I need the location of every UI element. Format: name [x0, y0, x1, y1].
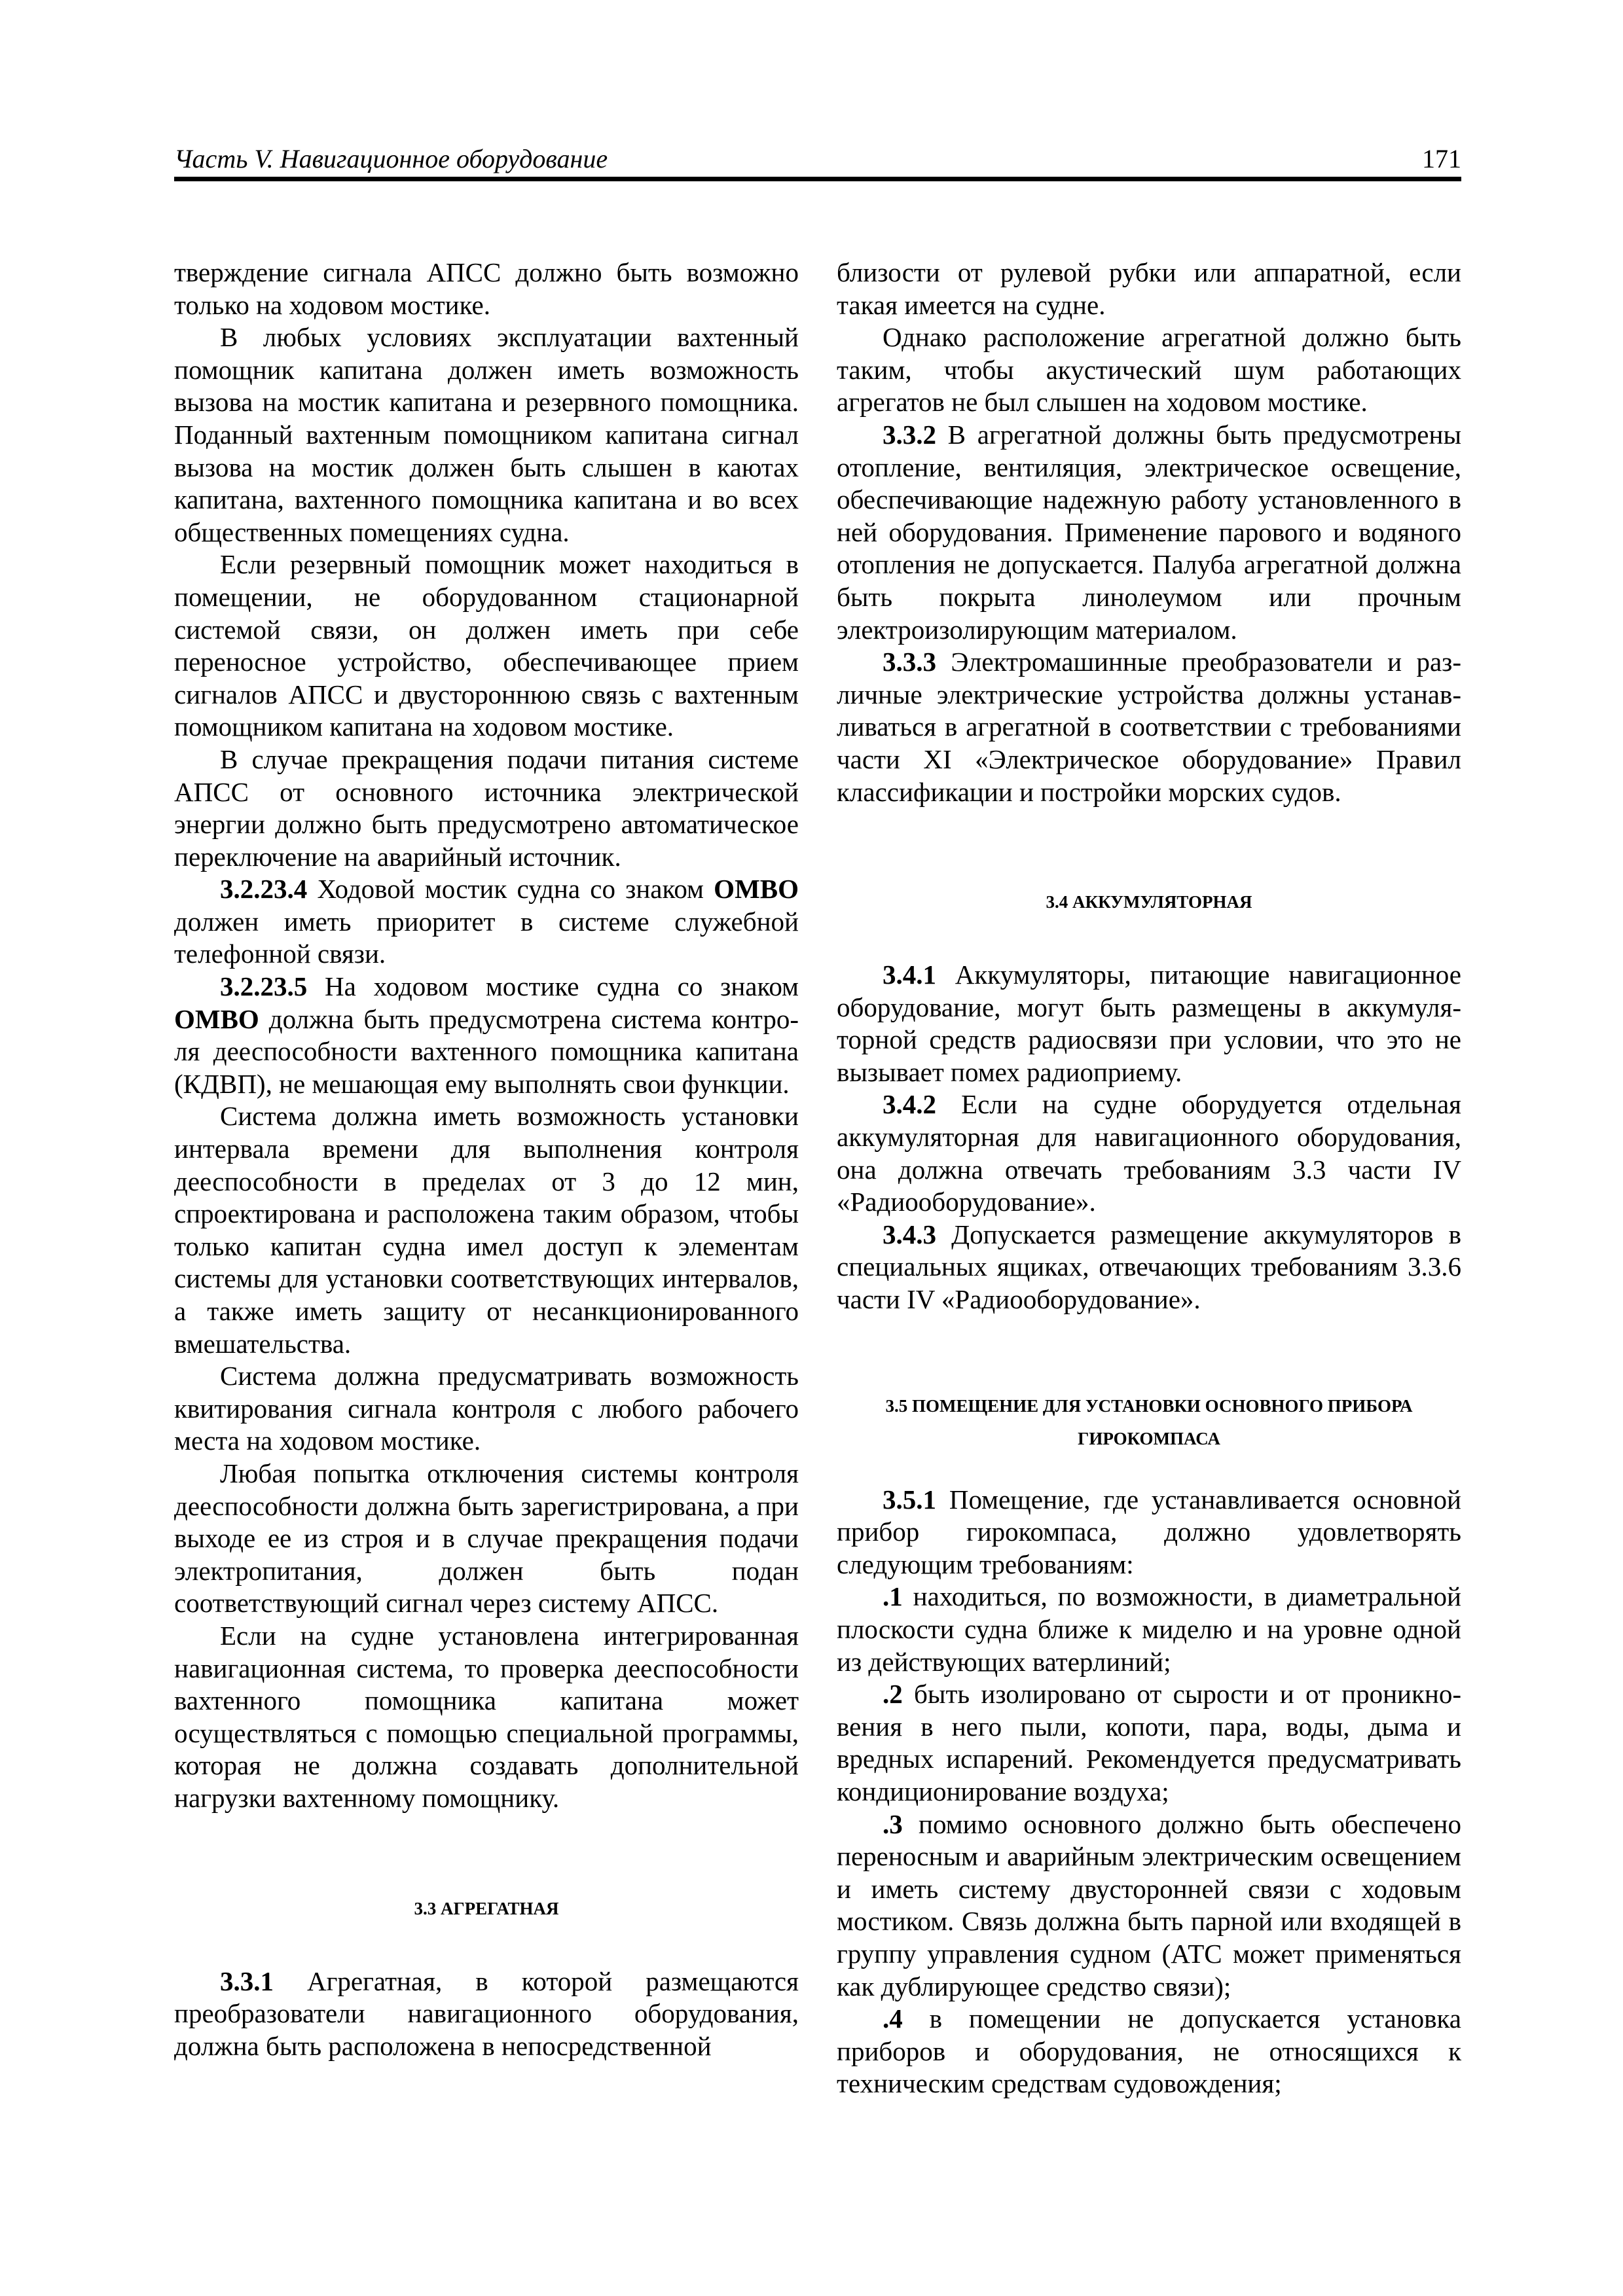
- text: В любых условиях эксплуатации вахтенный помощник капитана должен иметь возможность вызова на мостик капитана и резервного помощника. Поданный вахтенным помощником капитана сигнал вызова на мостик должен быть слышен в каютах капитана, вахтенного помощника капитана и во всех общественных помещениях судна.: [174, 322, 799, 547]
- paragraph: [837, 1088, 1461, 1218]
- paragraph: [837, 321, 1461, 419]
- text: тверждение сигнала АПСС должно быть возможно только на ходовом мостике.: [174, 257, 799, 320]
- text: Допускается размещение аккумуляторов в специальных ящиках, отвечающих требованиям 3.3.6 части IV «Радиооборудование».: [837, 1219, 1461, 1315]
- text: Электромашинные преобразователи и различные электрические устройства должны устанавливаться в агрегатной в соответствии с требованиями части XI «Электрическое оборудование» Правил классификации и постройки морских судов.: [837, 647, 1461, 807]
- text: Система должна иметь возможность установки интервала времени для выполнения контроля дееспособности в пределах от 3 до 12 мин, спроектирована и расположена таким образом, чтобы только капитан судна имел доступ к элементам системы для установки соответствующих интервалов, а также иметь защиту от несанкционированного вмешательства.: [174, 1101, 799, 1359]
- bold-text: 3.4.2: [883, 1089, 936, 1120]
- paragraph: [837, 2003, 1461, 2100]
- running-header-title: Часть V. Навигационное оборудование: [174, 144, 608, 173]
- text: Аккумуляторы, питающие навигационное оборудование, могут быть размещены в аккумуляторной средств радиосвязи при условии, что это не вызывает помех радиоприему.: [837, 960, 1461, 1087]
- text: помимо основного должно быть обеспечено переносным и аварийным электрическим освещением и иметь систему двусторонней связи с ходовым мостиком. Связь должна быть парной или входящей в группу управления судном (АТС может применяться как дублирующее средство связи);: [837, 1808, 1461, 2001]
- paragraph: [174, 1360, 799, 1458]
- paragraph: [837, 646, 1461, 808]
- text: быть изолировано от сырости и от проникновения в него пыли, копоти, пара, воды, дыма и вредных испарений. Рекомендуется предусматривать кондиционирование воздуха;: [837, 1679, 1461, 1806]
- text: Ходовой мостик судна со знаком: [307, 874, 714, 905]
- text: находиться, по возможности, в диаметральной плоскости судна ближе к миделю и на уровне одной из действующих ватерлиний;: [837, 1581, 1461, 1677]
- paragraph: [174, 873, 799, 971]
- paragraph: [174, 548, 799, 744]
- paragraph: [837, 419, 1461, 646]
- page-number: 171: [1422, 144, 1461, 173]
- text: Если резервный помощник может находиться в помещении, не оборудованном стационарной системой связи, он должен иметь при себе переносное устройство, обеспечивающее прием сигналов АПСС и двустороннюю связь с вахтенным помощником капитана на ходовом мостике.: [174, 549, 799, 742]
- paragraph: [837, 1219, 1461, 1316]
- paragraph: [174, 744, 799, 873]
- section-heading: [837, 886, 1461, 918]
- text: Если на судне установлена интегрированная навигационная система, то проверка дееспособности вахтенного помощника капитана может осуществляться с помощью специальной программы, которая не должна создавать дополнительной нагрузки вахтенному помощнику.: [174, 1620, 799, 1813]
- text: должен иметь приоритет в системе служебной телефонной связи.: [174, 906, 799, 969]
- text: На ходовом мостике судна со знаком: [307, 971, 799, 1002]
- bold-text: .3: [883, 1808, 903, 1839]
- header-rule: [174, 177, 1461, 181]
- paragraph: [174, 1100, 799, 1360]
- paragraph: [837, 959, 1461, 1088]
- text: 3.5 ПОМЕЩЕНИЕ ДЛЯ УСТАНОВКИ ОСНОВНОГО ПРИБОРА ГИРОКОМПАСА: [885, 1395, 1413, 1448]
- bold-text: ОМВО: [174, 1003, 259, 1034]
- bold-text: 3.5.1: [883, 1484, 936, 1515]
- text: Помещение, где устанавливается основной прибор гирокомпаса, должно удовлетворять следующим требованиям:: [837, 1484, 1461, 1579]
- text: в помещении не допускается установка приборов и оборудования, не относящихся к техническим средствам судовождения;: [837, 2003, 1461, 2099]
- section-heading: [174, 1892, 799, 1925]
- paragraph: [837, 1484, 1461, 1581]
- text: 3.3 АГРЕГАТНАЯ: [414, 1898, 559, 1918]
- bold-text: .2: [883, 1679, 903, 1710]
- bold-text: 3.3.1: [220, 1965, 274, 1996]
- text: В случае прекращения подачи питания системе АПСС от основного источника электрической энергии должно быть предусмотрено автоматическое переключение на аварийный источник.: [174, 744, 799, 872]
- bold-text: 3.2.23.4: [220, 874, 308, 905]
- paragraph: [837, 1581, 1461, 1678]
- bold-text: 3.3.3: [883, 647, 936, 677]
- text: Агрегатная, в которой размещаются преобразователи навигационного оборудования, должна быть расположена в непосредственной: [174, 1965, 799, 2061]
- running-header: [174, 139, 1461, 177]
- bold-text: 3.4.3: [883, 1219, 936, 1249]
- text: В агрегатной должны быть предусмотрены отопление, вентиляция, электрическое освещение, обеспечивающие надежную работу установленного в ней оборудования. Применение парового и водяного отопления не допускается. Палуба агрегатной должна быть покрыта линолеумом или прочным электроизолирующим материалом.: [837, 419, 1461, 645]
- bold-text: .4: [883, 2003, 903, 2034]
- paragraph: [174, 1458, 799, 1620]
- paragraph: [174, 971, 799, 1100]
- text: Однако расположение агрегатной должно быть таким, чтобы акустический шум работающих агрегатов не был слышен на ходовом мостике.: [837, 322, 1461, 418]
- paragraph: [174, 1965, 799, 2063]
- paragraph: [837, 257, 1461, 321]
- paragraph: [174, 321, 799, 548]
- bold-text: ОМВО: [714, 874, 799, 905]
- paragraph: [837, 1678, 1461, 1808]
- text: близости от рулевой рубки или аппаратной, если такая имеется на судне.: [837, 257, 1461, 320]
- text: должна быть предусмотрена система контроля дееспособности вахтенного помощника капитана (КДВП), не мешающая ему выполнять свои функции.: [174, 1003, 799, 1099]
- paragraph: [837, 1808, 1461, 2003]
- bold-text: 3.4.1: [883, 960, 936, 990]
- right-column: [837, 257, 1461, 2100]
- paragraph: [174, 257, 799, 321]
- bold-text: 3.3.2: [883, 419, 936, 450]
- left-column: [174, 257, 799, 2062]
- bold-text: .1: [883, 1581, 903, 1612]
- text: 3.4 АККУМУЛЯТОРНАЯ: [1046, 892, 1252, 912]
- text: Если на судне оборудуется отдельная аккумуляторная для навигационного оборудования, она должна отвечать требованиям 3.3 части IV «Радиооборудование».: [837, 1089, 1461, 1217]
- paragraph: [174, 1620, 799, 1815]
- text: Любая попытка отключения системы контроля дееспособности должна быть зарегистрирована, а при выходе ее из строя и в случае прекращения подачи электропитания, должен быть подан соответствующий сигнал через систему АПСС.: [174, 1458, 799, 1619]
- section-heading: [876, 1390, 1422, 1455]
- bold-text: 3.2.23.5: [220, 971, 308, 1002]
- text: Система должна предусматривать возможность квитирования сигнала контроля с любого рабочего места на ходовом мостике.: [174, 1361, 799, 1456]
